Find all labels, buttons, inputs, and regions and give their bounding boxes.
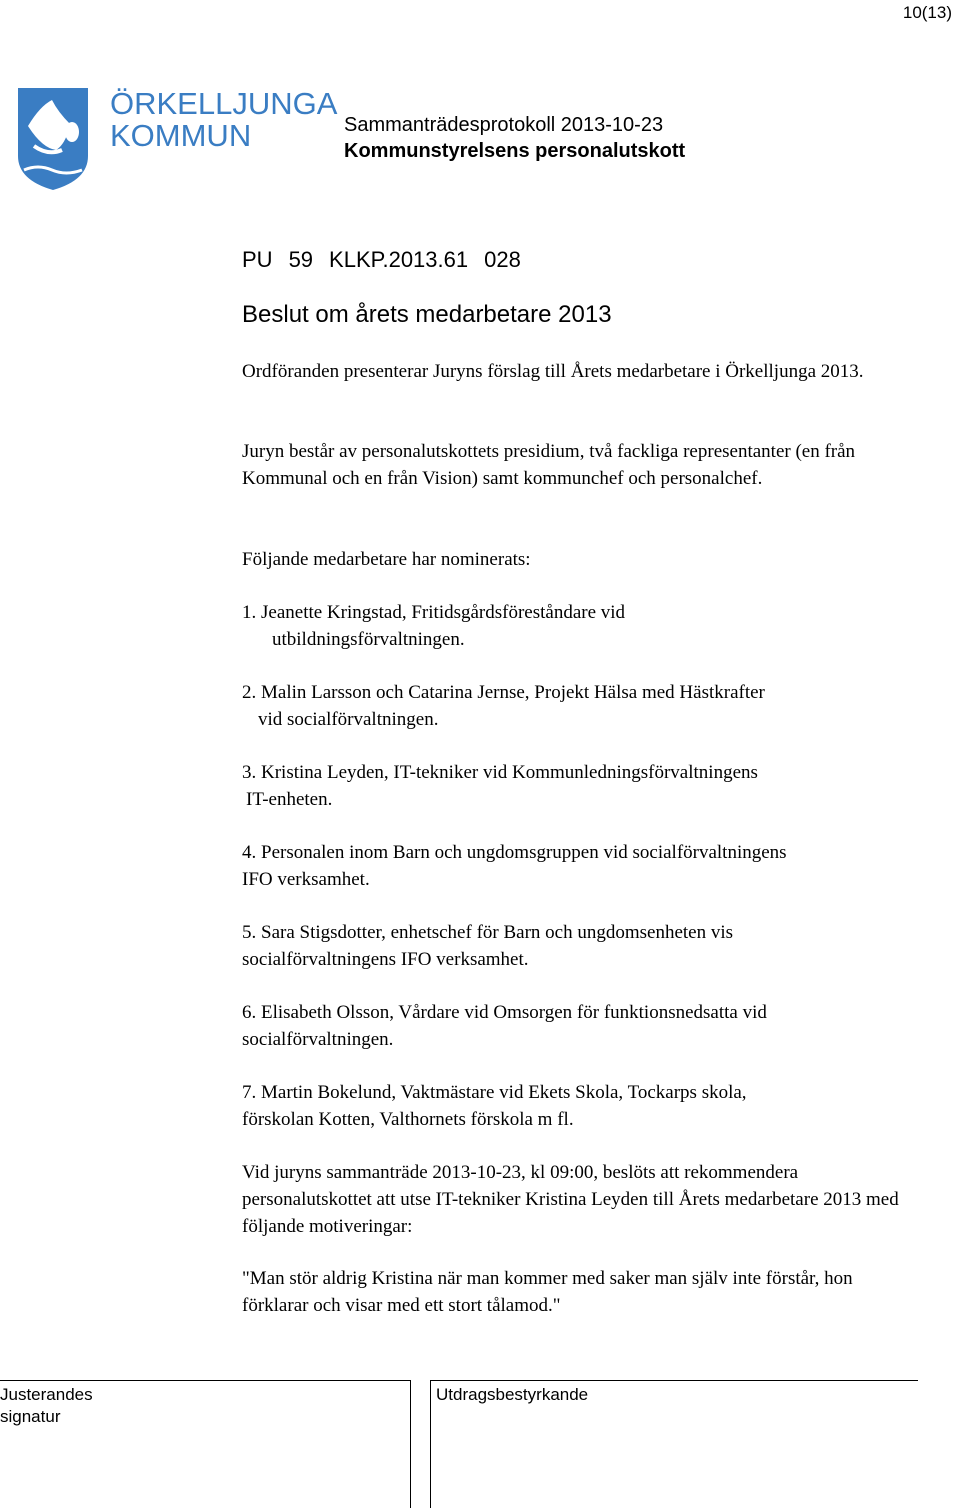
document-title: Sammanträdesprotokoll 2013-10-23 bbox=[344, 114, 664, 136]
footer-divider bbox=[430, 1380, 431, 1508]
nominee-line2: IFO verksamhet. bbox=[242, 869, 370, 890]
nominee-line2: utbildningsförvaltningen. bbox=[272, 629, 465, 650]
nominee-line1: 3. Kristina Leyden, IT-tekniker vid Kommunledningsförvaltningens bbox=[242, 762, 758, 783]
case-pu: PU bbox=[242, 247, 273, 272]
nominee-line2: socialförvaltningens IFO verksamhet. bbox=[242, 949, 529, 970]
case-reference bbox=[242, 246, 537, 274]
nominee-item bbox=[242, 839, 922, 893]
section-heading: Beslut om årets medarbetare 2013 bbox=[242, 301, 612, 328]
case-number: 59 bbox=[288, 247, 314, 272]
nominee-line1: 4. Personalen inom Barn och ungdomsgruppen vid socialförvaltningens bbox=[242, 842, 787, 863]
nominee-line1: 2. Malin Larsson och Catarina Jernse, Projekt Hälsa med Hästkrafter bbox=[242, 682, 765, 703]
case-code: 028 bbox=[484, 247, 521, 272]
footer-rule bbox=[430, 1380, 918, 1381]
nominee-line1: 6. Elisabeth Olsson, Vårdare vid Omsorgen för funktionsnedsatta vid bbox=[242, 1002, 767, 1023]
footer-rule bbox=[0, 1380, 410, 1381]
nominee-line1: 1. Jeanette Kringstad, Fritidsgårdsföreståndare vid bbox=[242, 602, 626, 623]
signature-label-line1: Justerandes bbox=[0, 1385, 93, 1404]
nominee-item bbox=[242, 999, 922, 1053]
paragraph-jury: Juryn består av personalutskottets presidium, två fackliga representanter (en från Kommunal och en från Vision) samt kommunchef och personalchef. bbox=[242, 441, 856, 489]
municipal-crest-icon bbox=[18, 86, 338, 190]
nominee-line1: 7. Martin Bokelund, Vaktmästare vid Ekets Skola, Tockarps skola, bbox=[242, 1082, 747, 1103]
nominee-line2: socialförvaltningen. bbox=[242, 1029, 394, 1050]
signature-field bbox=[0, 1384, 93, 1428]
nominee-item bbox=[242, 759, 922, 813]
nominee-item bbox=[242, 919, 922, 973]
nominee-line1: 5. Sara Stigsdotter, enhetschef för Barn och ungdomsenheten vis bbox=[242, 922, 734, 943]
committee-name: Kommunstyrelsens personalutskott bbox=[344, 140, 686, 162]
signature-label-line2: signatur bbox=[0, 1407, 61, 1426]
case-klkp: KLKP.2013.61 bbox=[329, 247, 469, 272]
paragraph-presentation: Ordföranden presenterar Juryns förslag till Årets medarbetare i Örkelljunga 2013. bbox=[242, 361, 864, 382]
logo-line1: ÖRKELLJUNGA bbox=[110, 86, 338, 121]
paragraph-motivation-quote: "Man stör aldrig Kristina när man kommer med saker man själv inte förstår, hon förklarar och visar med ett stort tålamod." bbox=[242, 1268, 853, 1316]
logo-line2: KOMMUN bbox=[110, 118, 252, 153]
paragraph-nominated: Följande medarbetare har nominerats: bbox=[242, 549, 531, 570]
nominee-item bbox=[242, 679, 922, 733]
footer-divider bbox=[410, 1380, 411, 1508]
nominee-line2: vid socialförvaltningen. bbox=[258, 709, 439, 730]
certification-field: Utdragsbestyrkande bbox=[436, 1385, 589, 1404]
nominee-item bbox=[242, 1079, 922, 1133]
nominee-line2: IT-enheten. bbox=[246, 789, 333, 810]
nominee-line2: förskolan Kotten, Valthornets förskola m fl. bbox=[242, 1109, 574, 1130]
paragraph-jury-decision: Vid juryns sammanträde 2013-10-23, kl 09:00, beslöts att rekommendera personalutskottet att utse IT-tekniker Kristina Leyden till Årets medarbetare 2013 med följande motiveringar: bbox=[242, 1162, 899, 1237]
nominee-item bbox=[242, 599, 922, 653]
municipality-logo bbox=[18, 86, 338, 190]
page-number: 10(13) bbox=[902, 3, 952, 22]
